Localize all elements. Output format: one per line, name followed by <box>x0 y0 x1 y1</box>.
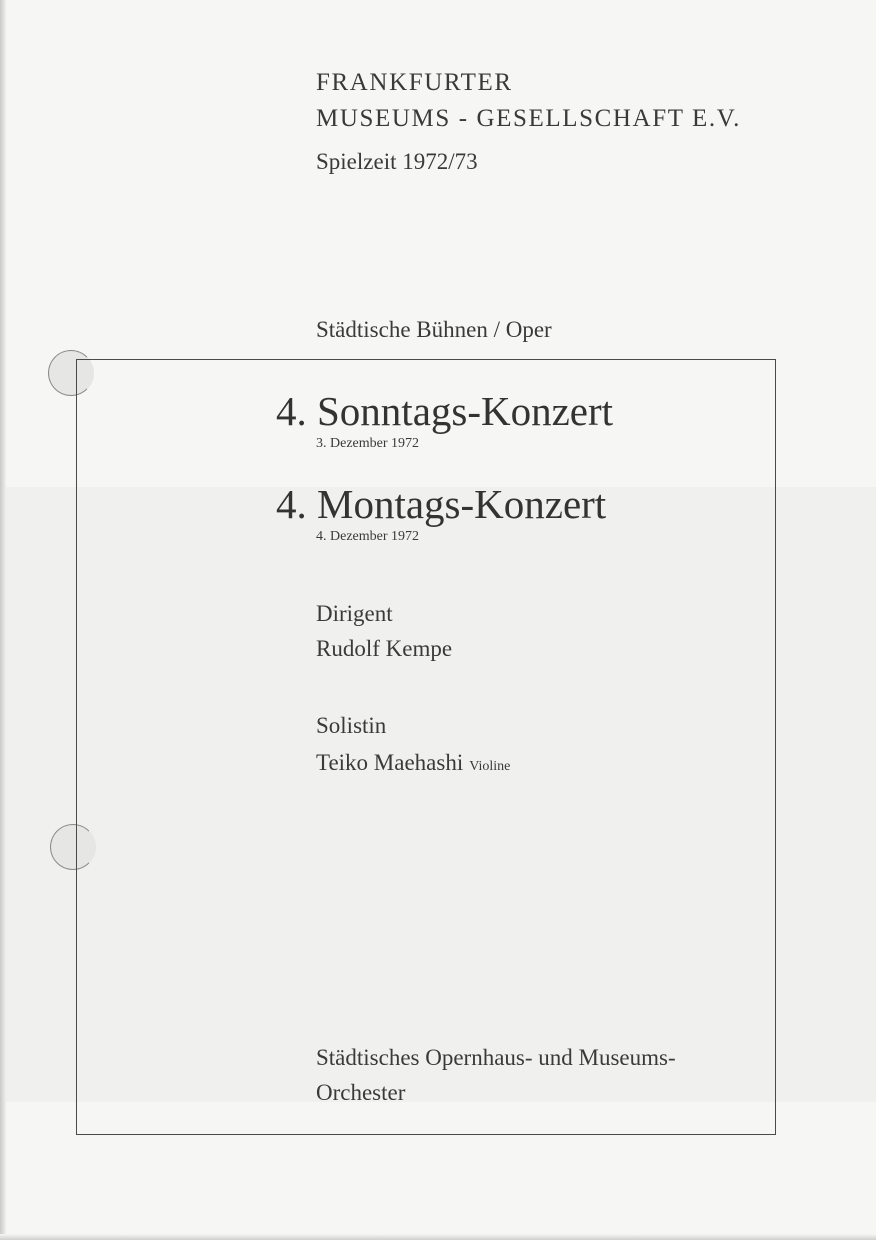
concert-title-sunday: 4. Sonntags-Konzert <box>276 388 614 434</box>
orchestra-name-line2: Orchester <box>316 1080 406 1105</box>
conductor-role: Dirigent <box>316 601 393 626</box>
soloist-instrument: Violine <box>469 759 511 774</box>
organization-name-line2: MUSEUMS - GESELLSCHAFT E.V. <box>316 105 741 132</box>
paper-bottom-edge <box>0 1234 876 1240</box>
soloist-entry <box>316 751 510 774</box>
soloist-name: Teiko Maehashi <box>316 750 464 775</box>
season-label: Spielzeit 1972/73 <box>316 149 478 174</box>
concert-date-sunday: 3. Dezember 1972 <box>316 436 420 451</box>
concert-title-monday: 4. Montags-Konzert <box>276 481 607 527</box>
organization-name-line1: FRANKFURTER <box>316 69 513 96</box>
orchestra-name-line1: Städtisches Opernhaus- und Museums- <box>316 1045 676 1070</box>
paper-left-edge <box>0 0 6 1240</box>
conductor-name: Rudolf Kempe <box>316 636 453 661</box>
soloist-role: Solistin <box>316 713 387 738</box>
program-frame <box>76 359 776 1135</box>
concert-date-monday: 4. Dezember 1972 <box>316 529 420 544</box>
venue-label: Städtische Bühnen / Oper <box>316 317 552 342</box>
